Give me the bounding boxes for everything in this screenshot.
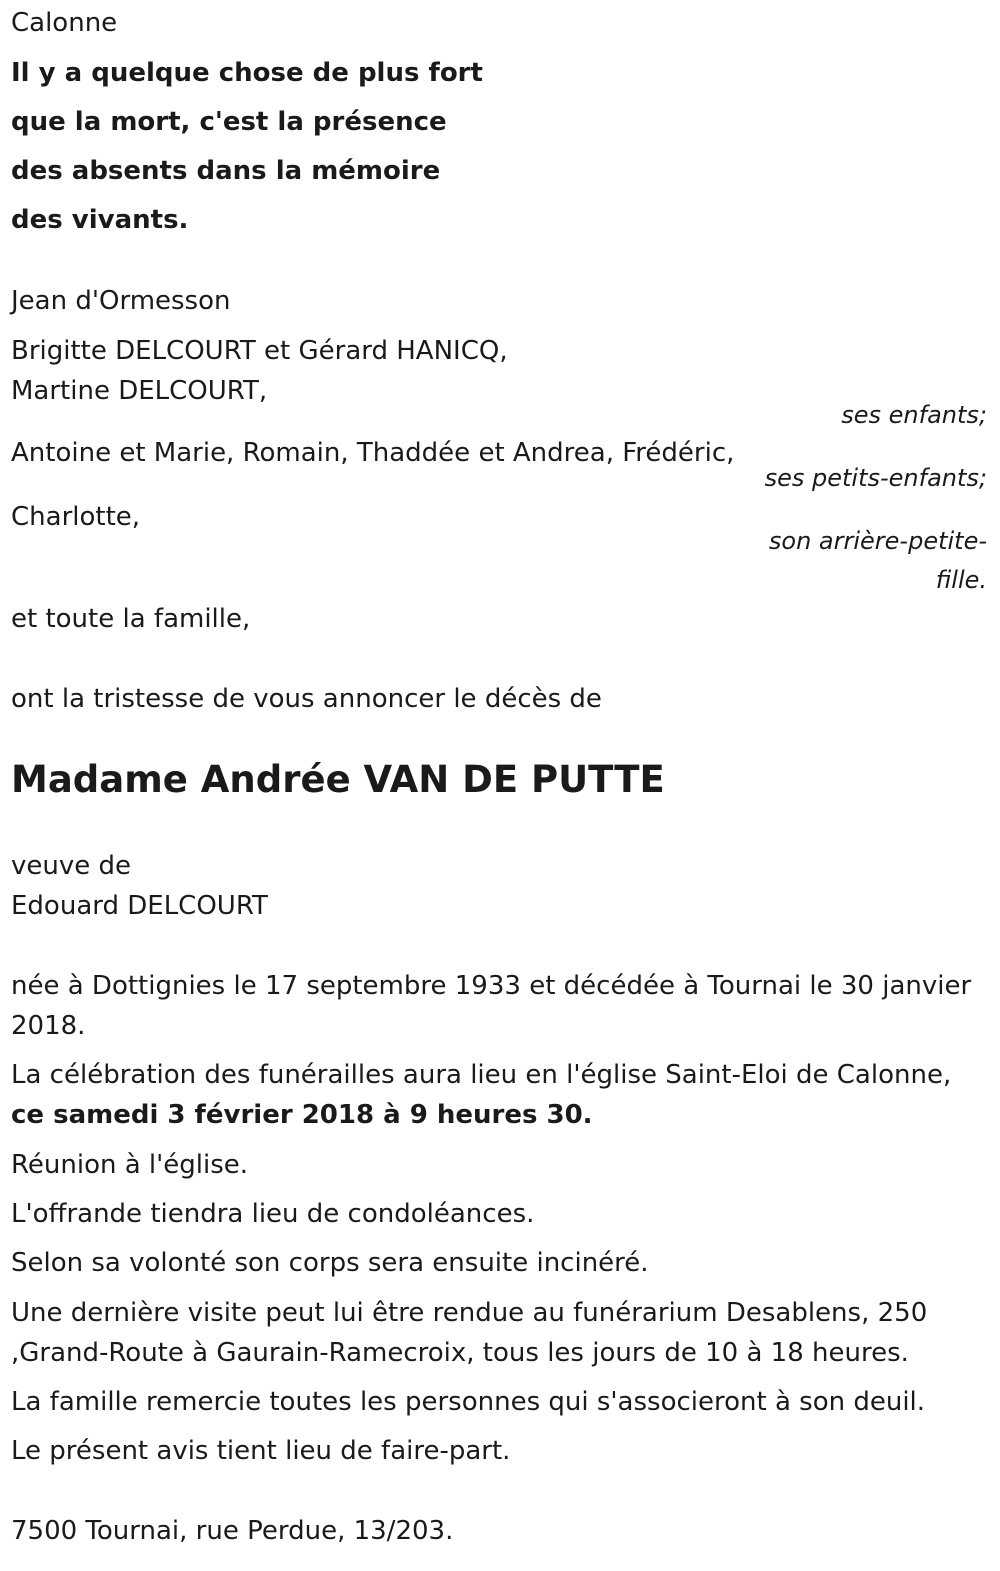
rest-of-family: et toute la famille, bbox=[11, 604, 251, 634]
deceased-name: Madame Andrée VAN DE PUTTE bbox=[11, 758, 665, 801]
address: 7500 Tournai, rue Perdue, 13/203. bbox=[11, 1516, 454, 1546]
children-names: Brigitte DELCOURT et Gérard HANICQ, bbox=[11, 336, 508, 366]
offering-info: L'offrande tiendra lieu de condoléances. bbox=[11, 1199, 535, 1229]
ceremony-info: La célébration des funérailles aura lieu en l'église Saint-Eloi de Calonne, bbox=[11, 1060, 952, 1090]
quote-line: des absents dans la mémoire bbox=[11, 156, 441, 186]
announcement-text: ont la tristesse de vous annoncer le décès de bbox=[11, 684, 602, 714]
place-name: Calonne bbox=[11, 8, 118, 38]
grandchildren-names: Antoine et Marie, Romain, Thaddée et Andrea, Frédéric, bbox=[11, 438, 735, 468]
great-grandchild-role: son arrière-petite- bbox=[768, 527, 987, 555]
ceremony-date: ce samedi 3 février 2018 à 9 heures 30. bbox=[11, 1100, 593, 1130]
cremation-info: Selon sa volonté son corps sera ensuite incinéré. bbox=[11, 1248, 649, 1278]
notice-info: Le présent avis tient lieu de faire-part. bbox=[11, 1436, 511, 1466]
great-grandchild-name: Charlotte, bbox=[11, 502, 141, 532]
spouse-name: Edouard DELCOURT bbox=[11, 891, 268, 921]
children-names: Martine DELCOURT, bbox=[11, 376, 268, 406]
great-grandchild-role: fille. bbox=[935, 566, 987, 594]
quote-line: que la mort, c'est la présence bbox=[11, 107, 447, 137]
quote-line: des vivants. bbox=[11, 205, 189, 235]
quote-author: Jean d'Ormesson bbox=[11, 286, 231, 316]
meeting-info: Réunion à l'église. bbox=[11, 1150, 249, 1180]
widow-of: veuve de bbox=[11, 851, 132, 881]
birth-death-info: 2018. bbox=[11, 1011, 86, 1041]
quote-line: Il y a quelque chose de plus fort bbox=[11, 58, 483, 88]
visit-info: ,Grand-Route à Gaurain-Ramecroix, tous les jours de 10 à 18 heures. bbox=[11, 1338, 909, 1368]
birth-death-info: née à Dottignies le 17 septembre 1933 et décédée à Tournai le 30 janvier bbox=[11, 971, 972, 1001]
thanks-info: La famille remercie toutes les personnes qui s'associeront à son deuil. bbox=[11, 1387, 926, 1417]
grandchildren-role: ses petits-enfants; bbox=[764, 464, 987, 492]
children-role: ses enfants; bbox=[841, 401, 987, 429]
visit-info: Une dernière visite peut lui être rendue au funérarium Desablens, 250 bbox=[11, 1298, 928, 1328]
